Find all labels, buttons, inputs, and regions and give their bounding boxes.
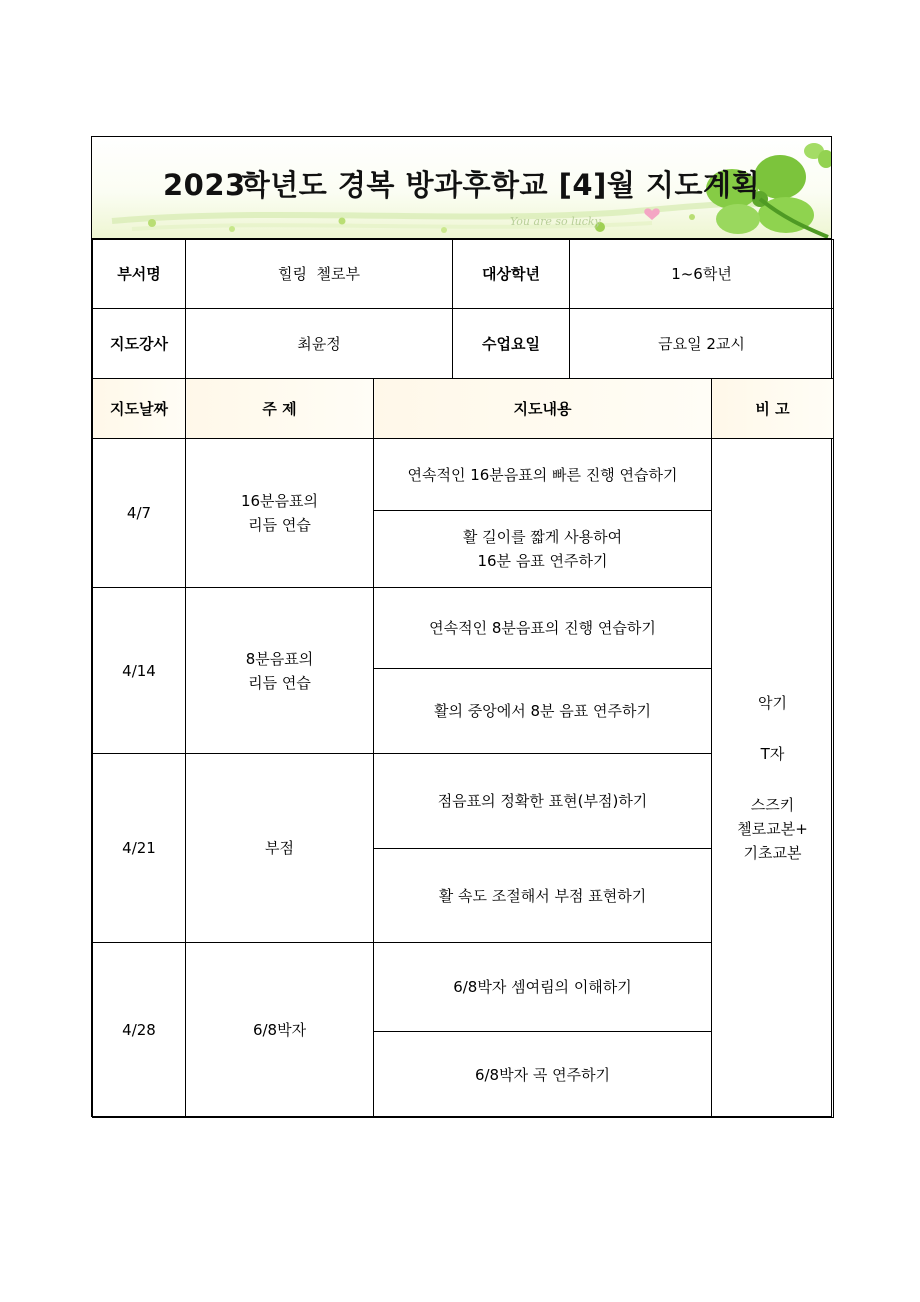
row-topic: 6/8박자 [186, 943, 374, 1118]
day-label: 수업요일 [453, 309, 570, 379]
content-cell: 6/8박자 셈여림의 이해하기 [374, 943, 712, 1032]
grade-label: 대상학년 [453, 240, 570, 309]
topic-line: 리듬 연습 [248, 673, 311, 692]
info-row-teacher [93, 309, 834, 379]
row-topic: 부점 [186, 754, 374, 943]
dept-value: 힐링 첼로부 [186, 240, 453, 309]
teacher-label: 지도강사 [93, 309, 186, 379]
day-value: 금요일 2교시 [570, 309, 834, 379]
content-cell: 활의 중앙에서 8분 음표 연주하기 [374, 669, 712, 754]
row-date: 4/28 [93, 943, 186, 1118]
page-title [92, 163, 831, 204]
content-cell: 연속적인 16분음표의 빠른 진행 연습하기 [374, 439, 712, 511]
plan-document [91, 136, 832, 1117]
teacher-value: 최윤정 [186, 309, 453, 379]
content-line: 활 길이를 짧게 사용하여 [462, 528, 623, 546]
title-banner [92, 137, 831, 239]
plan-table [92, 239, 834, 1118]
grade-value: 1~6학년 [570, 240, 834, 309]
col-content-header: 지도내용 [374, 379, 712, 439]
content-cell: 활 속도 조절해서 부점 표현하기 [374, 849, 712, 943]
note-line: 첼로교본+ [737, 820, 808, 838]
info-row-dept [93, 240, 834, 309]
note-cell [712, 439, 834, 1118]
note-line: 스즈키 [750, 796, 795, 814]
topic-line: 리듬 연습 [248, 516, 311, 534]
content-cell: 점음표의 정확한 표현(부점)하기 [374, 754, 712, 849]
row-date: 4/21 [93, 754, 186, 943]
row-topic [186, 588, 374, 754]
decor-script: You are so lucky [510, 215, 601, 228]
content-cell: 연속적인 8분음표의 진행 연습하기 [374, 588, 712, 669]
row-date: 4/14 [93, 588, 186, 754]
col-note-header: 비 고 [712, 379, 834, 439]
topic-line: 16분음표의 [240, 492, 319, 510]
column-header-row [93, 379, 834, 439]
title-year: 2023 [162, 168, 246, 202]
content-line: 16분 음표 연주하기 [477, 552, 608, 570]
table-row [93, 439, 834, 511]
col-topic-header: 주 제 [186, 379, 374, 439]
title-rest: 학년도 경복 방과후학교 [4]월 지도계획 [241, 168, 760, 202]
dept-label: 부서명 [93, 240, 186, 309]
row-date: 4/7 [93, 439, 186, 588]
content-cell [374, 511, 712, 588]
note-line: 악기 [758, 694, 787, 712]
content-cell: 6/8박자 곡 연주하기 [374, 1032, 712, 1118]
note-line: T자 [760, 745, 785, 763]
note-line: 기초교본 [743, 844, 802, 862]
topic-line: 8분음표의 [245, 649, 314, 668]
col-date-header: 지도날짜 [93, 379, 186, 439]
row-topic [186, 439, 374, 588]
